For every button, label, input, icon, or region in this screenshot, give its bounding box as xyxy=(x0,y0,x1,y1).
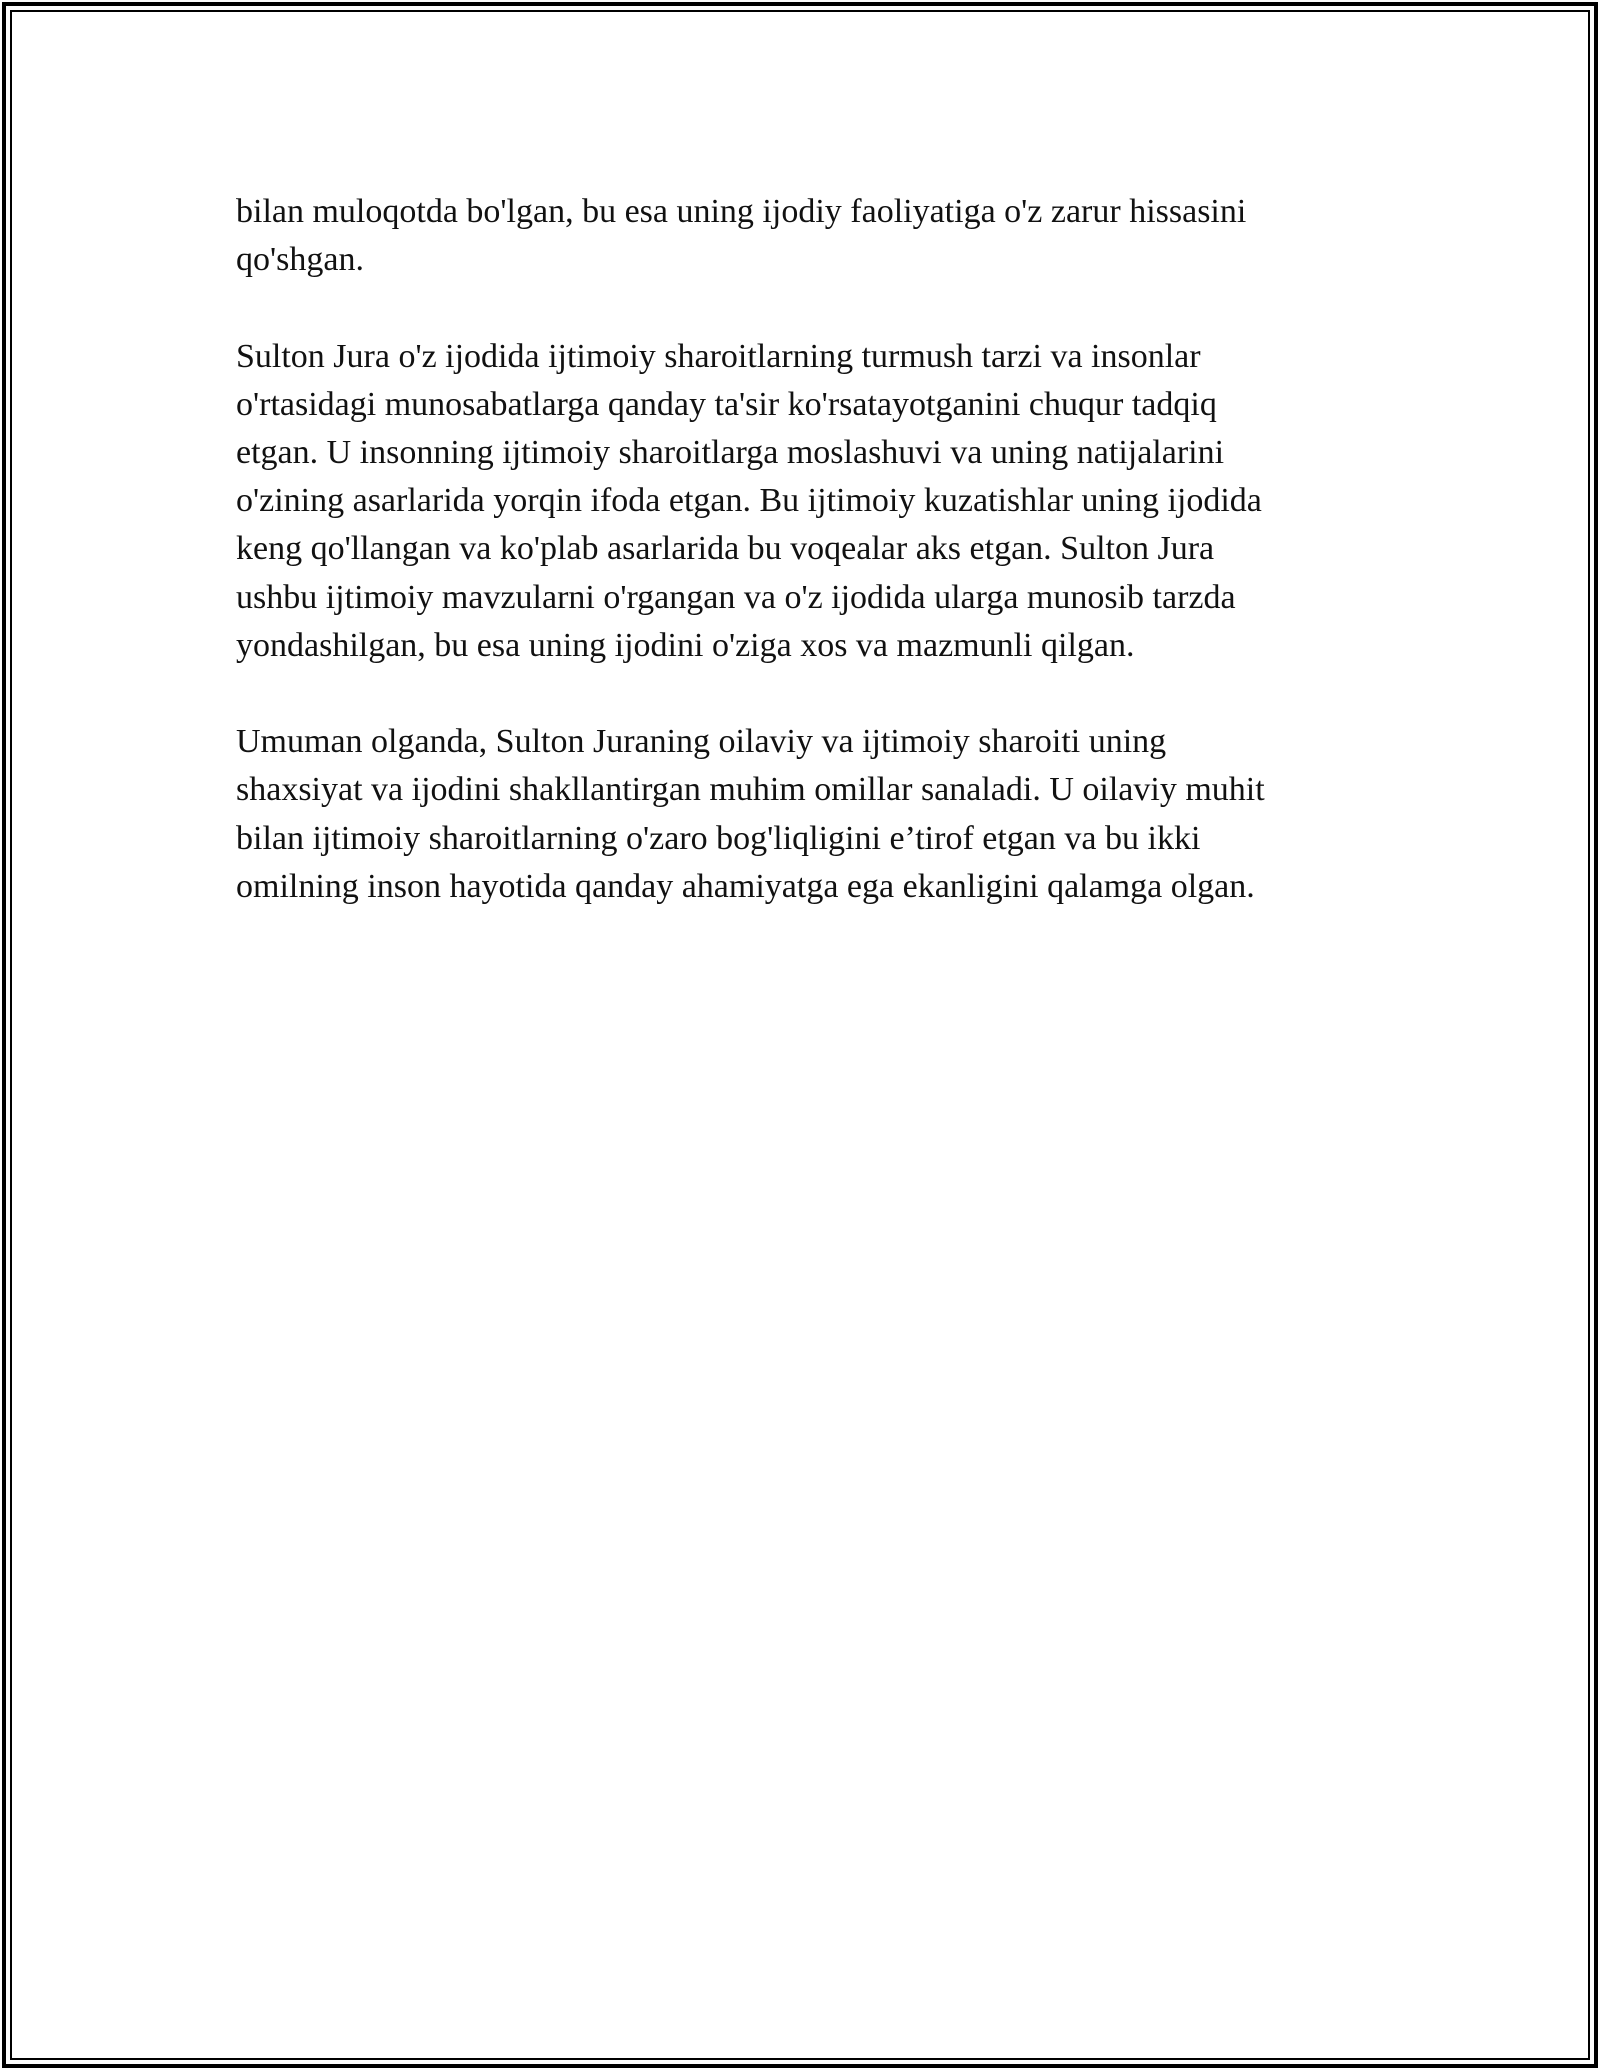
text-line: bilan muloqotda bo'lgan, bu esa uning ijodiy faoliyatiga o'z zarur hissasini xyxy=(236,193,1247,230)
text-line: ushbu ijtimoiy mavzularni o'rgangan va o'z ijodida ularga munosib tarzda xyxy=(236,578,1236,616)
text-line: omilning inson hayotida qanday ahamiyatga ega ekanligini qalamga olgan. xyxy=(236,867,1255,905)
text-line: bilan ijtimoiy sharoitlarning o'zaro bog'liqligini e’tirof etgan va bu ikki xyxy=(236,819,1201,857)
text-line: yondashilgan, bu esa uning ijodini o'ziga xos va mazmunli qilgan. xyxy=(236,626,1135,664)
paragraph-3 xyxy=(236,718,1376,911)
text-line: o'rtasidagi munosabatlarga qanday ta'sir ko'rsatayotganini chuqur tadqiq xyxy=(236,385,1217,423)
text-line: etgan. U insonning ijtimoiy sharoitlarga moslashuvi va uning natijalarini xyxy=(236,434,1225,471)
text-line: Sulton Jura o'z ijodida ijtimoiy sharoitlarning turmush tarzi va insonlar xyxy=(236,337,1201,375)
text-line: Umuman olganda, Sulton Juraning oilaviy va ijtimoiy sharoiti uning xyxy=(236,723,1167,761)
text-line: qo'shgan. xyxy=(236,241,364,279)
document-body xyxy=(236,188,1376,959)
text-line: shaxsiyat va ijodini shakllantirgan muhim omillar sanaladi. U oilaviy muhit xyxy=(236,771,1265,809)
text-line: o'zining asarlarida yorqin ifoda etgan. Bu ijtimoiy kuzatishlar uning ijodida xyxy=(236,482,1262,520)
paragraph-1 xyxy=(236,188,1376,284)
paragraph-2 xyxy=(236,333,1376,670)
text-line: keng qo'llangan va ko'plab asarlarida bu voqealar aks etgan. Sulton Jura xyxy=(236,530,1215,568)
